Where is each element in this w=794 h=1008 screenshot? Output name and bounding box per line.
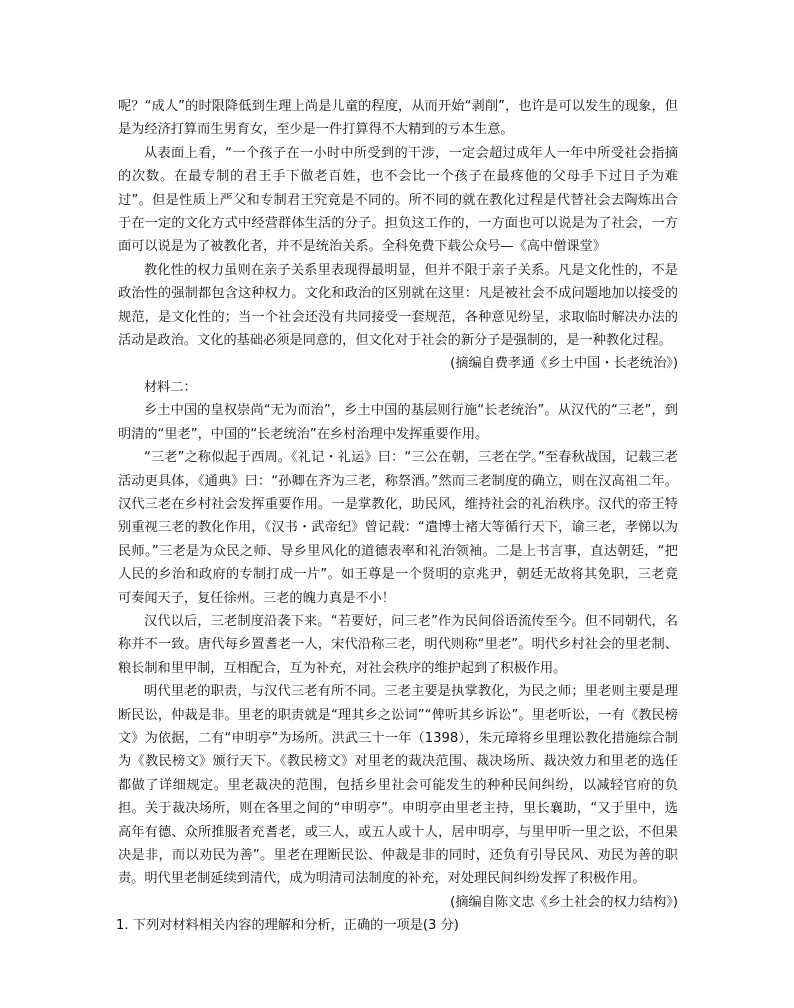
section-heading: 材料二： bbox=[144, 379, 197, 395]
paragraph: 明代里老的职责，与汉代三老有所不同。三老主要是执掌教化，为民之师；里老则主要是理断民讼，仲裁是非。里老的职责就是“理其乡之讼词”“俾听其乡诉讼”。里老听讼，一有《教民榜文》为依据，二有“申明亭”为场所。洪武三十一年（1398），朱元璋将乡里理讼教化措施综合制为《教民榜文》颁行天下。《教民榜文》对里老的裁决范围、裁决场所、裁决效力和里老的选任都做了详细规定。里老裁决的范围，包括乡里社会可能发生的种种民间纠纷，以减轻官府的负担。关于裁决场所，则在各里之间的“申明亭”。申明亭由里老主持，里长襄助，“又于里中，选高年有德、众所推服者充耆老，或三人，或五人或十人，居申明亭，与里甲听一里之讼，不但果决是非，而以劝民为善”。里老在理断民讼、仲裁是非的同时，还负有引导民风、劝民为善的职责。明代里老制延续到清代，成为明清司法制度的补充，对处理民间纠纷发挥了积极作用。 bbox=[118, 684, 678, 887]
paragraph: 从表面上看，“一个孩子在一小时中所受到的干涉，一定会超过成年人一年中所受社会指摘的次数。在最专制的君王手下做老百姓，也不会比一个孩子在最疼他的父母手下过日子为难过”。但是性质上严父和专制君王究竟是不同的。所不同的就在教化过程是代替社会去陶炼出合于在一定的文化方式中经营群体生活的分子。担负这工作的，一方面也可以说是为了社会，一方面可以说是为了被教化者，并不是统治关系。全科免费下载公众号—《高中僧课堂》 bbox=[118, 145, 678, 255]
paragraph: “三老”之称似起于西周。《礼记・礼运》曰：“三公在朝，三老在学。”至春秋战国，记载三老活动更具体，《通典》曰：“孙卿在齐为三老，称祭酒。”然而三老制度的确立，则在汉高祖二年。汉代三老在乡村社会发挥重要作用。一是掌教化，助民风，维持社会的礼治秩序。汉代的帝王特别重视三老的教化作用，《汉书・武帝纪》曾记载：“遣博士褚大等循行天下，谕三老，孝悌以为民师。”三老是为众民之师、导乡里风化的道德表率和礼治领袖。二是上书言事，直达朝廷，“把人民的乡治和政府的专制打成一片”。如王尊是一个贤明的京兆尹，朝廷无故将其免职，三老竟可奏闻天子，复任徐州。三老的魄力真是不小！ bbox=[118, 450, 678, 606]
source-citation: (摘编自陈文忠《乡土社会的权力结构》) bbox=[450, 894, 678, 910]
question-stem: 1. 下列对材料相关内容的理解和分析，正确的一项是(3 分) bbox=[116, 918, 459, 934]
document-body bbox=[118, 95, 678, 938]
paragraph-continuation: 呢？“成人”的时限降低到生理上尚是儿童的程度，从而开始“剥削”，也许是可以发生的现象，但是为经济打算而生男育女，至少是一件打算得不大精到的亏本生意。 bbox=[118, 99, 678, 138]
source-citation: (摘编自费孝通《乡土中国・长老统治》) bbox=[450, 356, 678, 372]
paragraph: 汉代以后，三老制度沿袭下来。“若要好，问三老”作为民间俗语流传至今。但不同朝代，名称并不一致。唐代每乡置耆老一人，宋代沿称三老，明代则称“里老”。明代乡村社会的里老制、粮长制和里甲制，互相配合，互为补充，对社会秩序的维护起到了积极作用。 bbox=[118, 613, 678, 676]
paragraph: 教化性的权力虽则在亲子关系里表现得最明显，但并不限于亲子关系。凡是文化性的，不是政治性的强制都包含这种权力。文化和政治的区别就在这里：凡是被社会不成问题地加以接受的规范，是文化性的；当一个社会还没有共同接受一套规范，各种意见纷呈，求取临时解决办法的活动是政治。文化的基础必须是同意的，但文化对于社会的新分子是强制的，是一种教化过程。 bbox=[118, 262, 678, 349]
paragraph: 乡土中国的皇权崇尚“无为而治”，乡土中国的基层则行施“长老统治”。从汉代的“三老”，到明清的“里老”，中国的“长老统治”在乡村治理中发挥重要作用。 bbox=[118, 403, 678, 442]
